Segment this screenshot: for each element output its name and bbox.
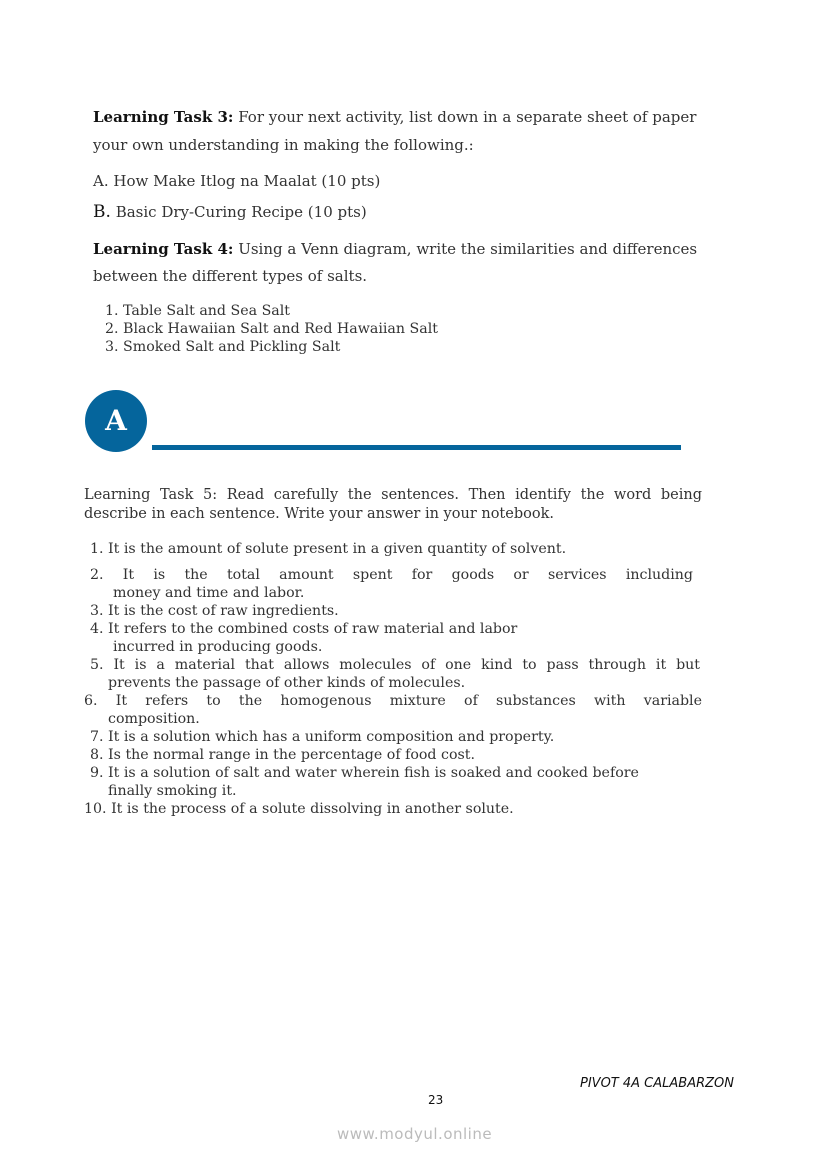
task3-text: For your next activity, list down in a separate sheet of paper <box>238 108 697 126</box>
task5-item: 2. It is the total amount spent for goods or services including <box>90 567 693 583</box>
task3-item-b <box>93 203 367 221</box>
task5-item: 6. It refers to the homogenous mixture of substances with variable <box>84 693 702 709</box>
task5-item: 10. It is the process of a solute dissolving in another solute. <box>84 801 514 817</box>
task4-item: 1. Table Salt and Sea Salt <box>105 303 291 319</box>
task5-item-cont: finally smoking it. <box>108 783 237 799</box>
task5-item: 4. It refers to the combined costs of raw material and labor <box>90 621 518 637</box>
section-divider <box>152 445 681 450</box>
item-b-letter: B. <box>93 202 111 222</box>
task5-item: 9. It is a solution of salt and water wherein fish is soaked and cooked before <box>90 765 639 781</box>
task4-label: Learning Task 4: <box>93 240 234 258</box>
task5-item-cont: incurred in producing goods. <box>113 639 323 655</box>
task5-item: 3. It is the cost of raw ingredients. <box>90 603 339 619</box>
task5-item: 5. It is a material that allows molecules of one kind to pass through it but <box>90 657 700 673</box>
task4-item: 3. Smoked Salt and Pickling Salt <box>105 339 341 355</box>
task5-item: 8. Is the normal range in the percentage of food cost. <box>90 747 475 763</box>
task4-item: 2. Black Hawaiian Salt and Red Hawaiian Salt <box>105 321 438 337</box>
task4-line1 <box>93 240 697 258</box>
task5-line2: describe in each sentence. Write your answer in your notebook. <box>84 506 554 522</box>
item-b-text: Basic Dry-Curing Recipe (10 pts) <box>115 203 367 221</box>
task3-label: Learning Task 3: <box>93 108 234 126</box>
task5-item-cont: composition. <box>108 711 200 727</box>
task4-line2: between the different types of salts. <box>93 267 368 285</box>
task3-item-a: A. How Make Itlog na Maalat (10 pts) <box>93 172 381 190</box>
task5-line1: Learning Task 5: Read carefully the sentences. Then identify the word being <box>84 487 702 503</box>
task5-item-cont: money and time and labor. <box>113 585 305 601</box>
task5-item-cont: prevents the passage of other kinds of molecules. <box>108 675 466 691</box>
task3-line2: your own understanding in making the following.: <box>93 136 474 154</box>
section-letter-badge: A <box>85 390 147 452</box>
task4-text: Using a Venn diagram, write the similarities and differences <box>238 240 698 258</box>
task5-item: 1. It is the amount of solute present in a given quantity of solvent. <box>90 541 567 557</box>
watermark: www.modyul.online <box>337 1125 493 1143</box>
task5-item: 7. It is a solution which has a uniform composition and property. <box>90 729 555 745</box>
footer-series: PIVOT 4A CALABARZON <box>580 1076 734 1091</box>
task3-line1 <box>93 108 696 126</box>
page-number: 23 <box>428 1093 444 1107</box>
